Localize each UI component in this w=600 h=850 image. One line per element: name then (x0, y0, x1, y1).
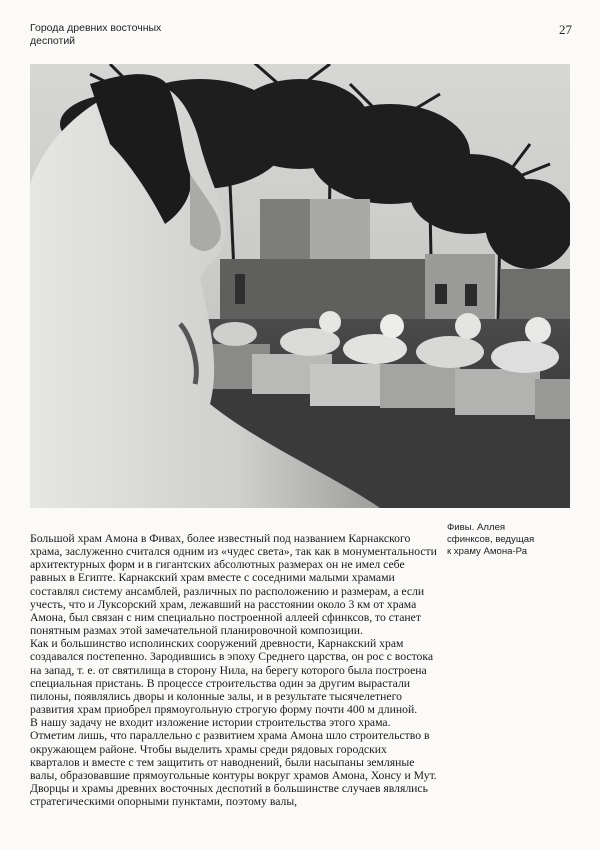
sphinx-avenue-photo (30, 64, 570, 508)
caption-line-2: сфинксов, ведущая (447, 534, 535, 545)
section-title-line-1: Города древних восточных (30, 22, 162, 34)
page-number: 27 (559, 22, 572, 37)
photo-caption (447, 522, 575, 558)
paragraph: В нашу задачу не входит изложение истории строительства этого храма. Отметим лишь, что параллельно с развитием храма Амона шло строительство в окружающем районе. Чтобы выделить храмы среди рядовых городских кварталов и вместе с тем защитить от наводнений, были насыпаны земляные валы, образовавшие прямоугольные контуры вокруг храмов Амона, Хонсу и Мут. Дворцы и храмы древних восточных деспотий в большинстве случаев являлись стратегическими опорными пунктами, поэтому валы, (30, 716, 437, 809)
paragraph: Большой храм Амона в Фивах, более известный под названием Карнакского храма, заслуженно считался одним из «чудес света», так как в монументальности архитектурных форм и в гигантских абсолютных размерах он не имел себе равных в Египте. Карнакский храм вместе с соседними малыми храмами составлял систему ансамблей, различных по расположению и размерам, а если учесть, что и Луксорский храм, лежавший на расстоянии около 3 км от храма Амона, был связан с ним специально построенной аллеей сфинксов, то станет понятным размах этой замечательной планировочной композиции. (30, 532, 437, 638)
section-title-line-2: деспотий (30, 35, 76, 47)
caption-line-3: к храму Амона-Ра (447, 546, 528, 557)
section-title (30, 22, 250, 48)
paragraph: Как и большинство исполинских сооружений древности, Карнакский храм создавался постепенно. Зародившись в эпоху Среднего царства, он рос с востока на запад, т. е. от святилища в сторону Нила, на берегу которого была построена специальная пристань. В процессе строительства один за другим вырастали пилоны, появлялись дворы и колонные залы, и в результате тысячелетнего развития храм приобрел прямоугольную строгую форму почти 400 м длиной. (30, 637, 434, 717)
article-body (30, 532, 438, 808)
caption-line-1: Фивы. Аллея (447, 522, 506, 533)
